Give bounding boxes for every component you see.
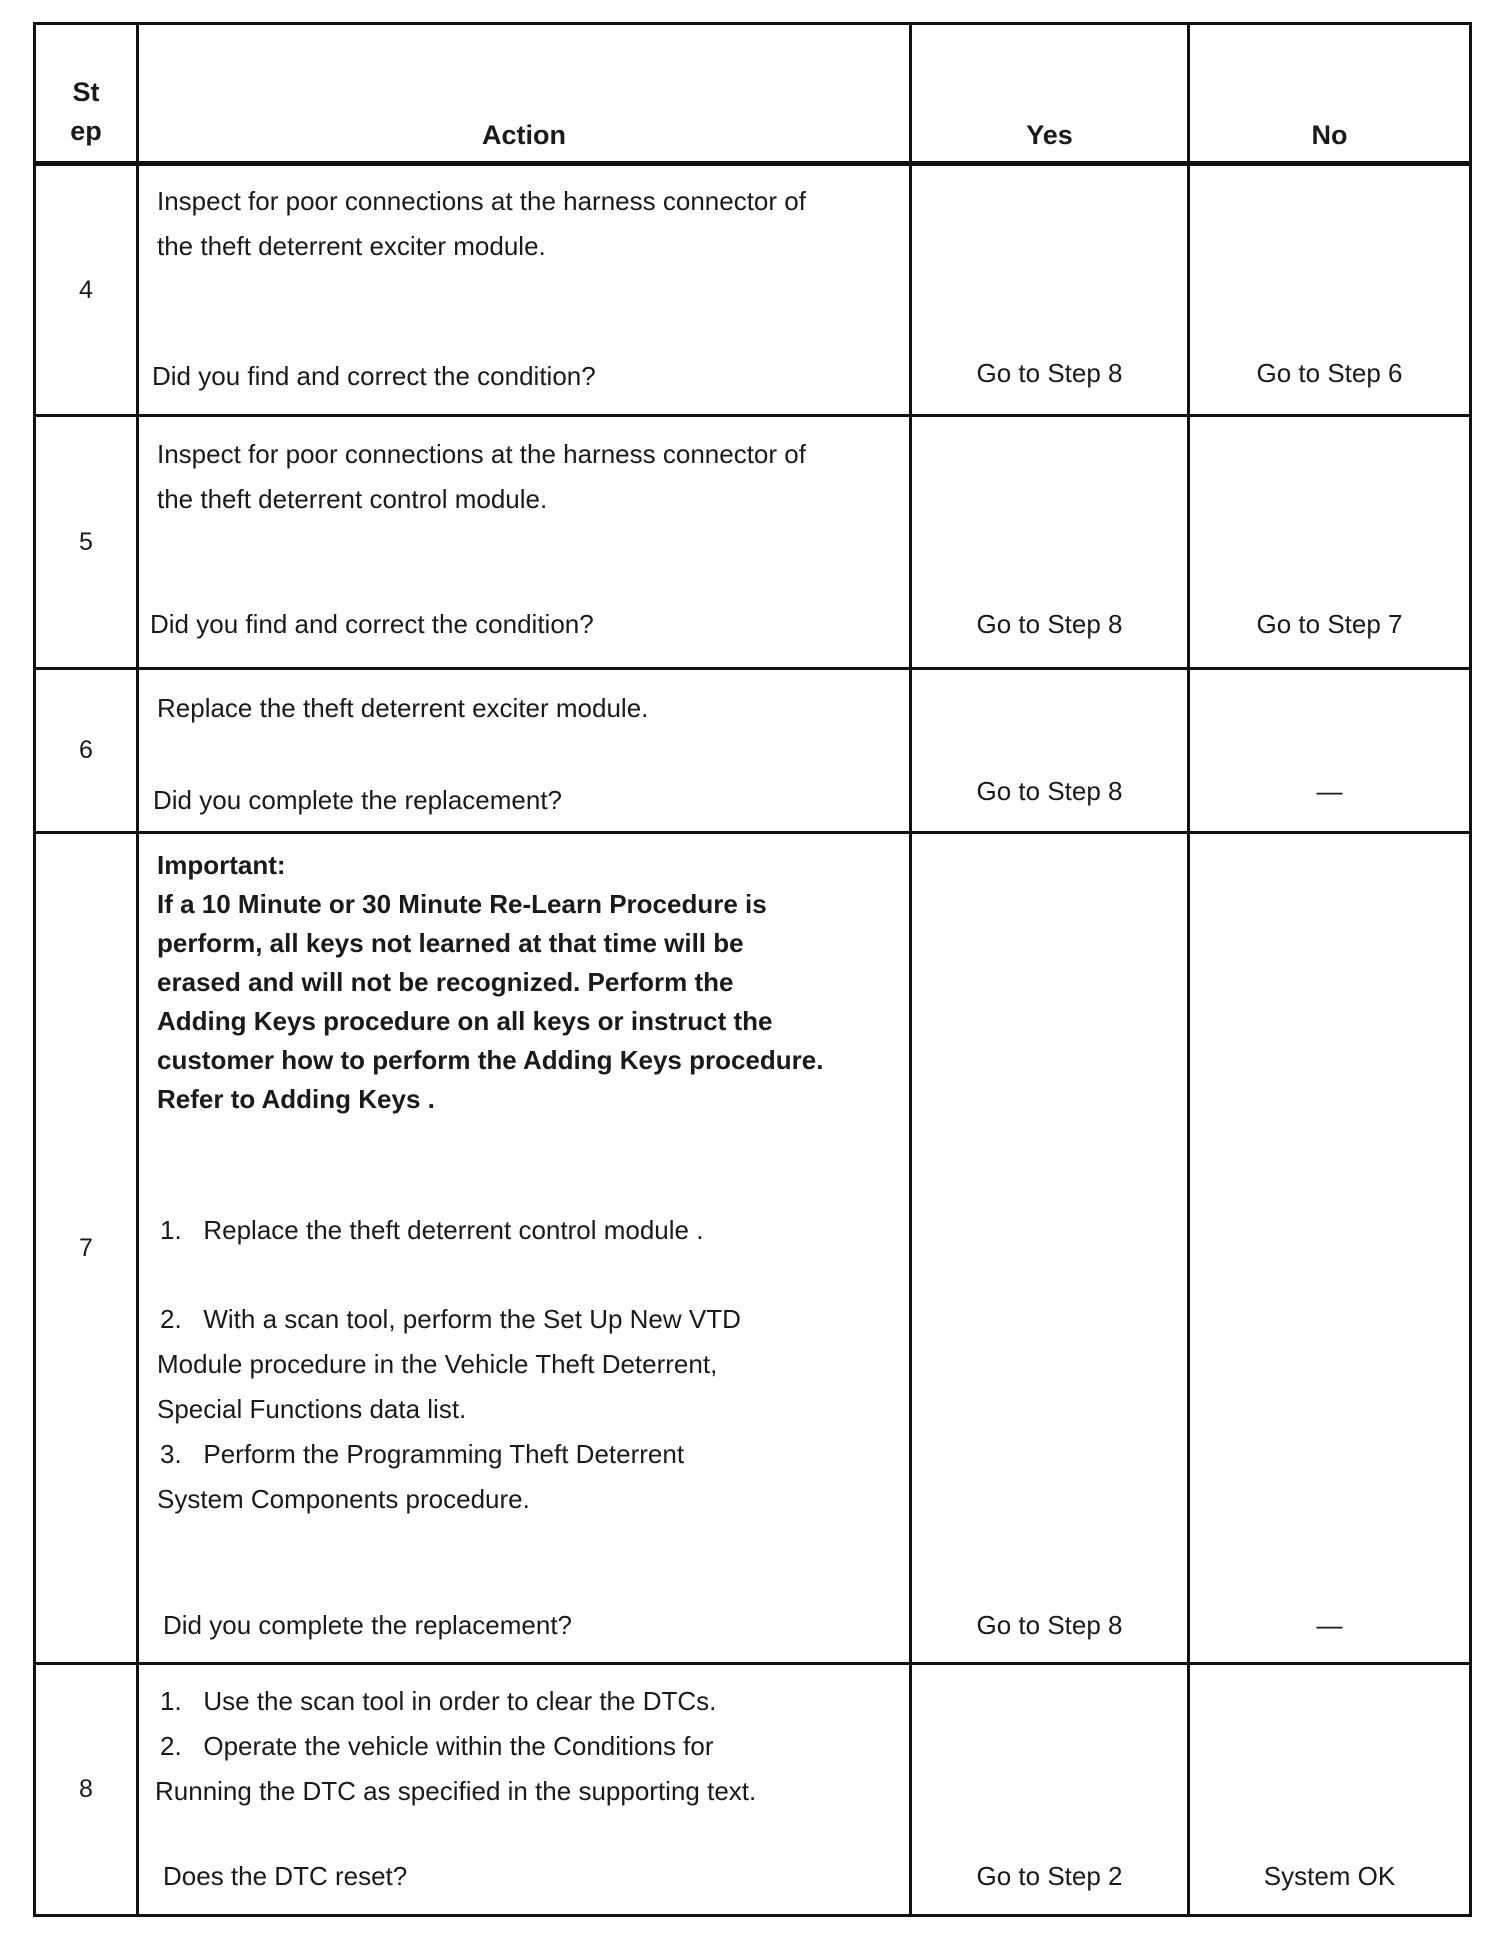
important-line: customer how to perform the Adding Keys procedure. [157, 1045, 824, 1075]
no-cell [1189, 669, 1471, 833]
question-text: Did you find and correct the condition? [150, 609, 594, 639]
important-line: If a 10 Minute or 30 Minute Re-Learn Procedure is [157, 889, 767, 919]
yes-answer: Go to Step 8 [976, 1610, 1123, 1640]
diagnostic-table [33, 22, 1472, 1917]
action-cell [138, 669, 911, 833]
procedure-step-2-cont: Module procedure in the Vehicle Theft Deterrent, [157, 1349, 718, 1379]
yes-answer: Go to Step 8 [976, 358, 1123, 388]
action-cell [138, 164, 911, 416]
step-number: 4 [35, 164, 138, 416]
header-row [35, 24, 1471, 164]
step-number: 6 [35, 669, 138, 833]
action-cell [138, 416, 911, 669]
action-line: Inspect for poor connections at the harness connector of [157, 439, 806, 469]
action-line: Inspect for poor connections at the harness connector of [157, 186, 806, 216]
step-number: 5 [35, 416, 138, 669]
no-answer: Go to Step 6 [1256, 358, 1403, 388]
no-answer: Go to Step 7 [1256, 609, 1403, 639]
action-line: the theft deterrent exciter module. [157, 231, 546, 261]
header-no: No [1189, 24, 1471, 164]
question-text: Does the DTC reset? [163, 1861, 408, 1891]
procedure-step-2-cont: Running the DTC as specified in the supporting text. [155, 1776, 757, 1806]
no-cell [1189, 164, 1471, 416]
question-text: Did you complete the replacement? [163, 1610, 573, 1640]
important-line: perform, all keys not learned at that time will be [157, 928, 744, 958]
yes-answer: Go to Step 2 [976, 1861, 1123, 1891]
important-line: erased and will not be recognized. Perform the [157, 967, 734, 997]
important-line: Refer to Adding Keys . [157, 1084, 435, 1114]
header-action: Action [138, 24, 911, 164]
important-label: Important: [157, 850, 286, 880]
table-row [35, 1664, 1471, 1916]
question-text: Did you find and correct the condition? [152, 361, 596, 391]
procedure-step-2: 2. With a scan tool, perform the Set Up New VTD [160, 1304, 741, 1334]
procedure-step-3: 3. Perform the Programming Theft Deterrent [160, 1439, 685, 1469]
no-answer-dash: — [1316, 776, 1343, 806]
procedure-step-2-cont: Special Functions data list. [157, 1394, 467, 1424]
procedure-step-1: 1. Use the scan tool in order to clear the DTCs. [160, 1686, 717, 1716]
no-cell [1189, 833, 1471, 1664]
yes-answer: Go to Step 8 [976, 776, 1123, 806]
procedure-step-2: 2. Operate the vehicle within the Conditions for [160, 1731, 714, 1761]
yes-cell [911, 833, 1189, 1664]
action-line: Replace the theft deterrent exciter module. [157, 693, 649, 723]
action-line: the theft deterrent control module. [157, 484, 548, 514]
yes-cell [911, 669, 1189, 833]
table-row [35, 416, 1471, 669]
step-number: 7 [35, 833, 138, 1664]
table-row [35, 833, 1471, 1664]
header-step: St ep [35, 24, 138, 164]
step-number: 8 [35, 1664, 138, 1916]
no-cell [1189, 416, 1471, 669]
yes-cell [911, 416, 1189, 669]
action-cell [138, 833, 911, 1664]
procedure-step-1: 1. Replace the theft deterrent control module . [160, 1215, 704, 1245]
question-text: Did you complete the replacement? [153, 785, 563, 815]
no-answer: System OK [1263, 1861, 1396, 1891]
table-row [35, 164, 1471, 416]
no-cell [1189, 1664, 1471, 1916]
yes-answer: Go to Step 8 [976, 609, 1123, 639]
action-cell [138, 1664, 911, 1916]
procedure-step-3-cont: System Components procedure. [157, 1484, 530, 1514]
no-answer-dash: — [1316, 1610, 1343, 1640]
important-line: Adding Keys procedure on all keys or instruct the [157, 1006, 773, 1036]
yes-cell [911, 1664, 1189, 1916]
yes-cell [911, 164, 1189, 416]
header-yes: Yes [911, 24, 1189, 164]
table-row [35, 669, 1471, 833]
